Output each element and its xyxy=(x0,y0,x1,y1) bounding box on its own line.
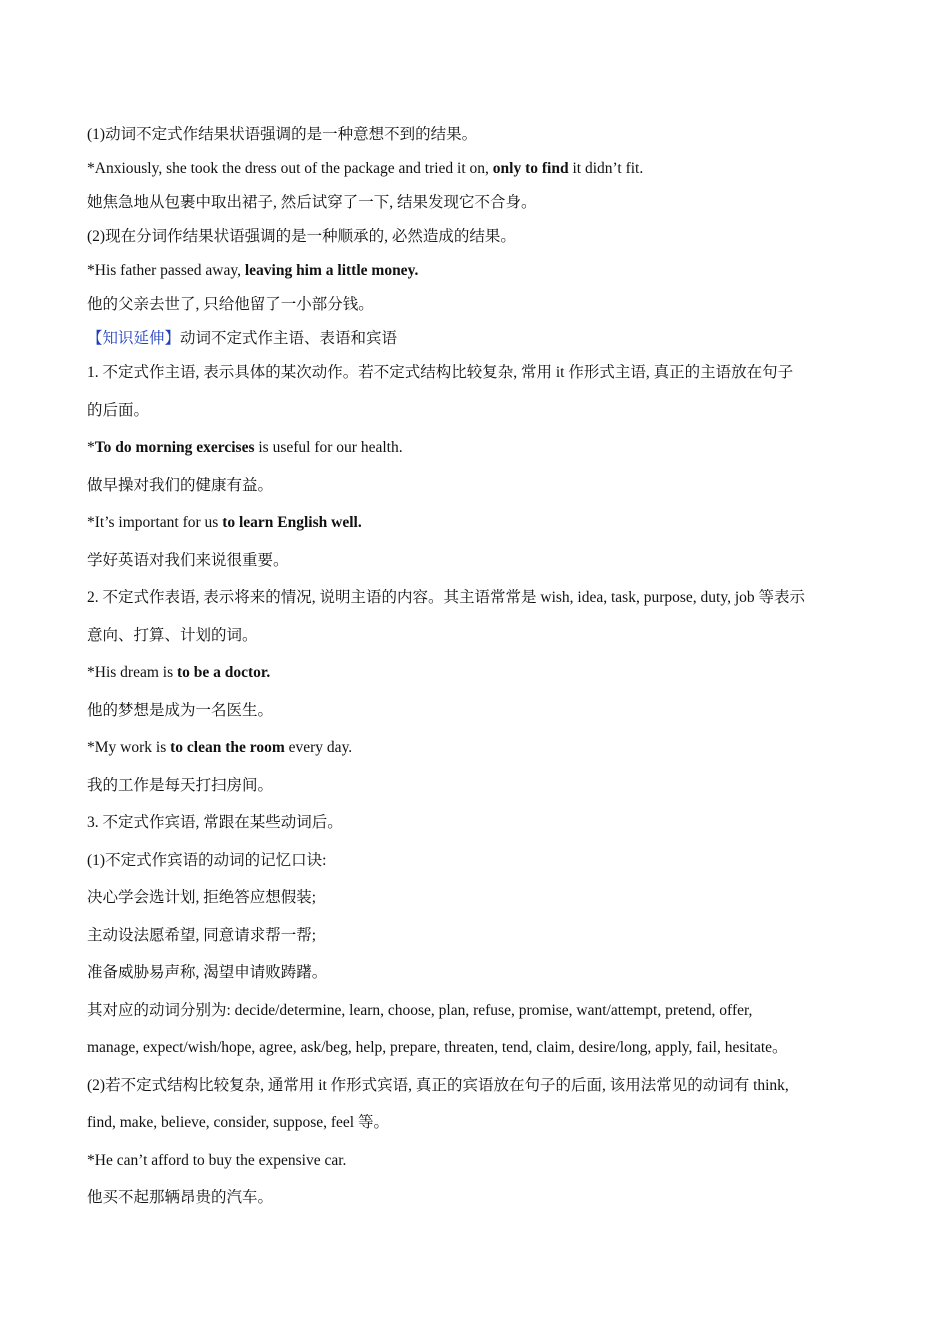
emphasis: To do morning exercises xyxy=(94,439,255,456)
section-heading: 【知识延伸】动词不定式作主语、表语和宾语 xyxy=(87,330,398,347)
example-sentence: *His father passed away, leaving him a little money. xyxy=(87,262,419,279)
translation: 我的工作是每天打扫房间。 xyxy=(87,776,274,794)
translation: 他买不起那辆昂贵的汽车。 xyxy=(87,1189,274,1206)
example-sentence: *His dream is to be a doctor. xyxy=(87,664,271,681)
rule-text: find, make, believe, consider, suppose, feel 等。 xyxy=(87,1114,389,1131)
example-sentence: *He can’t afford to buy the expensive car. xyxy=(87,1151,347,1169)
rule-text: (1)不定式作宾语的动词的记忆口诀: xyxy=(87,851,327,869)
example-sentence: *It’s important for us to learn English well. xyxy=(87,514,362,531)
emphasis: only to find xyxy=(492,160,569,177)
translation: 她焦急地从包裹中取出裙子, 然后试穿了一下, 结果发现它不合身。 xyxy=(87,194,537,211)
rule-text: (2)若不定式结构比较复杂, 通常用 it 作形式宾语, 真正的宾语放在句子的后面, 该用法常见的动词有 think, xyxy=(87,1076,789,1094)
verb-list: manage, expect/wish/hope, agree, ask/beg, help, prepare, threaten, tend, claim, desire/long, apply, fail, hesitate。 xyxy=(87,1039,788,1056)
text-line: (1)动词不定式作结果状语强调的是一种意想不到的结果。 xyxy=(87,126,478,143)
translation: 他的梦想是成为一名医生。 xyxy=(87,701,274,719)
translation: 做早操对我们的健康有益。 xyxy=(87,476,274,494)
emphasis: to be a doctor. xyxy=(176,664,271,681)
example-sentence: *Anxiously, she took the dress out of the package and tried it on, only to find it didn’t fit. xyxy=(87,160,644,177)
knowledge-extension-tag: 【知识延伸】 xyxy=(87,330,181,347)
rule-text: 2. 不定式作表语, 表示将来的情况, 说明主语的内容。其主语常常是 wish, idea, task, purpose, duty, job 等表示 xyxy=(87,589,805,606)
rule-text: 意向、打算、计划的词。 xyxy=(87,626,258,644)
example-sentence: *My work is to clean the room every day. xyxy=(87,739,353,756)
emphasis: leaving him a little money. xyxy=(244,262,419,279)
rule-text: 1. 不定式作主语, 表示具体的某次动作。若不定式结构比较复杂, 常用 it 作形式主语, 真正的主语放在句子 xyxy=(87,364,794,381)
text-line: (2)现在分词作结果状语强调的是一种顺承的, 必然造成的结果。 xyxy=(87,228,516,245)
mnemonic-line: 准备威胁易声称, 渴望申请败踌躇。 xyxy=(87,964,328,981)
mnemonic-line: 主动设法愿希望, 同意请求帮一帮; xyxy=(87,926,317,944)
translation: 他的父亲去世了, 只给他留了一小部分钱。 xyxy=(87,296,374,313)
verb-list: 其对应的动词分别为: decide/determine, learn, choose, plan, refuse, promise, want/attempt, pretend, offer, xyxy=(87,1001,753,1019)
mnemonic-line: 决心学会选计划, 拒绝答应想假装; xyxy=(87,889,317,906)
rule-text: 的后面。 xyxy=(87,401,150,419)
translation: 学好英语对我们来说很重要。 xyxy=(87,551,289,569)
emphasis: to clean the room xyxy=(170,739,285,756)
emphasis: to learn English well. xyxy=(222,514,362,531)
example-sentence: *To do morning exercises is useful for our health. xyxy=(87,439,403,456)
rule-text: 3. 不定式作宾语, 常跟在某些动词后。 xyxy=(87,814,343,831)
